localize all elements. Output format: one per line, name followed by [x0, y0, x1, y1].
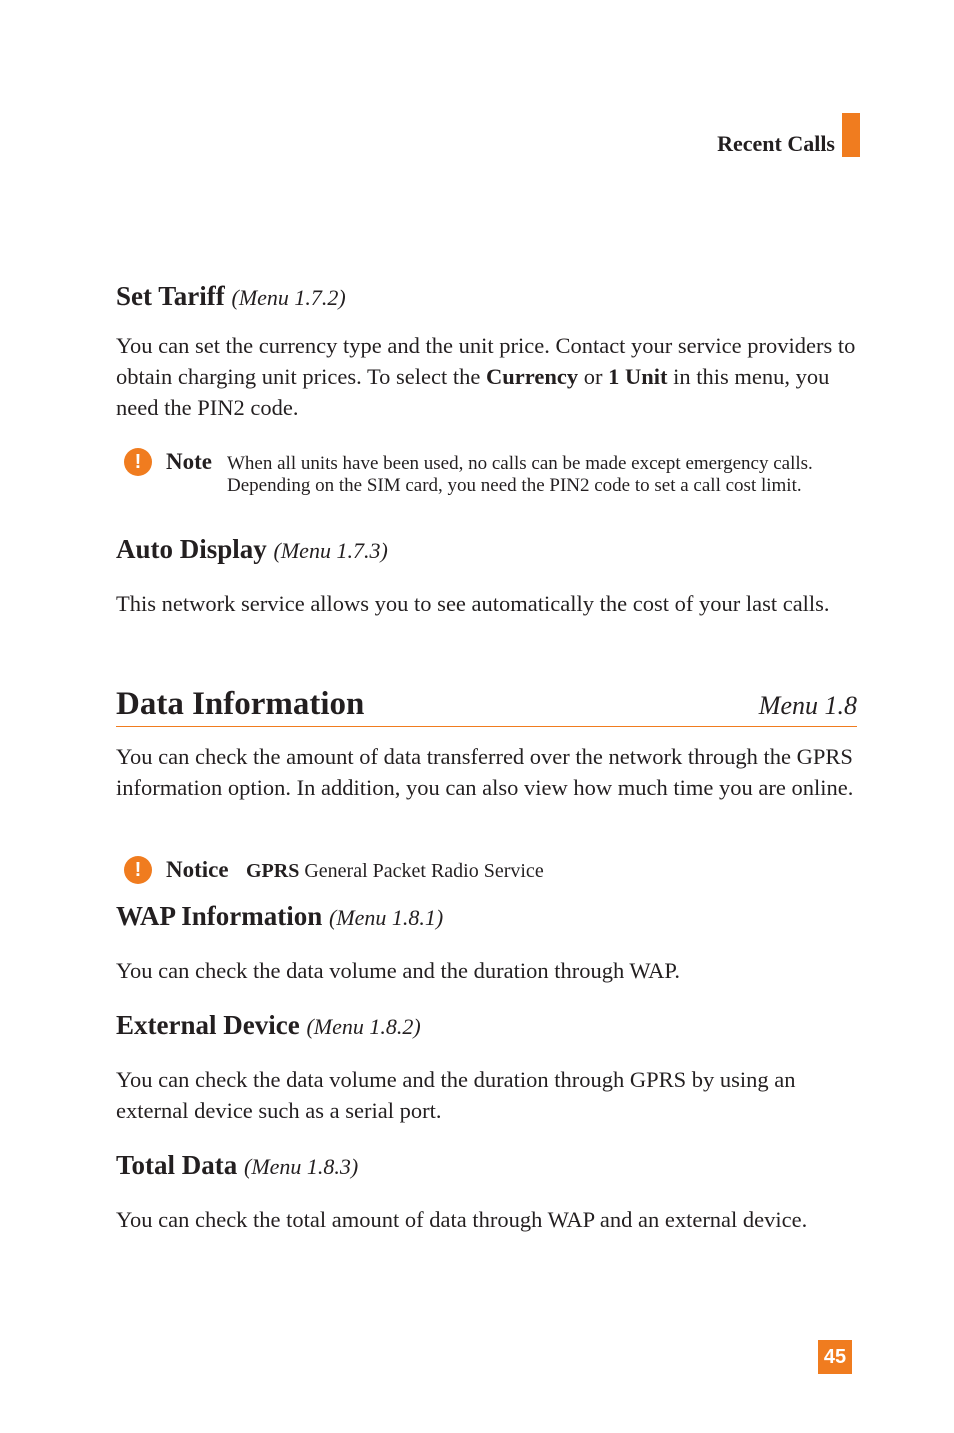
section-tab-marker	[842, 113, 860, 157]
set-tariff-body-part2: or	[578, 364, 609, 389]
set-tariff-menu-ref: (Menu 1.7.2)	[231, 285, 346, 310]
set-tariff-heading	[116, 281, 346, 312]
external-device-menu-ref: (Menu 1.8.2)	[306, 1014, 421, 1039]
note-text: When all units have been used, no calls can be made except emergency calls. Depending on the SIM card, you need the PIN2 code to set a call cost limit.	[227, 453, 813, 496]
data-information-body: You can check the amount of data transferred over the network through the GPRS information option. In addition, you can also view how much time you are online.	[116, 744, 854, 800]
external-device-title: External Device	[116, 1010, 300, 1040]
set-tariff-body	[116, 330, 861, 423]
total-data-heading	[116, 1150, 358, 1181]
wap-information-menu-ref: (Menu 1.8.1)	[329, 905, 444, 930]
auto-display-heading	[116, 534, 388, 565]
data-information-menu-ref: Menu 1.8	[758, 691, 857, 720]
notice-term: GPRS	[246, 860, 300, 882]
wap-information-title: WAP Information	[116, 901, 323, 931]
auto-display-title: Auto Display	[116, 534, 267, 564]
currency-term: Currency	[486, 364, 579, 389]
wap-information-body: You can check the data volume and the duration through WAP.	[116, 958, 681, 983]
warning-icon: !	[124, 856, 152, 884]
external-device-body: You can check the data volume and the duration through GPRS by using an external device such as a serial port.	[116, 1067, 796, 1123]
notice-text	[246, 859, 544, 883]
external-device-heading	[116, 1010, 421, 1041]
data-information-heading	[116, 686, 857, 727]
wap-information-heading	[116, 901, 443, 932]
section-title: Recent Calls	[717, 131, 835, 156]
set-tariff-body-part3: in this menu, you need the PIN2 code.	[116, 364, 830, 420]
total-data-menu-ref: (Menu 1.8.3)	[244, 1154, 359, 1179]
page-number: 45	[818, 1340, 852, 1374]
total-data-body: You can check the total amount of data through WAP and an external device.	[116, 1207, 808, 1232]
data-information-title: Data Information	[116, 686, 365, 722]
set-tariff-title: Set Tariff	[116, 281, 225, 311]
set-tariff-body-part1: You can set the currency type and the unit price. Contact your service providers to obtain charging unit prices. To select the	[116, 333, 856, 389]
notice-definition: General Packet Radio Service	[304, 860, 544, 882]
notice-label: Notice	[166, 857, 229, 882]
one-unit-term: 1 Unit	[608, 364, 668, 389]
note-label: Note	[166, 449, 212, 474]
auto-display-menu-ref: (Menu 1.7.3)	[273, 538, 388, 563]
warning-icon: !	[124, 448, 152, 476]
notice-box	[124, 856, 844, 886]
auto-display-body: This network service allows you to see automatically the cost of your last calls.	[116, 591, 830, 616]
note-box	[124, 448, 844, 518]
total-data-title: Total Data	[116, 1150, 238, 1180]
